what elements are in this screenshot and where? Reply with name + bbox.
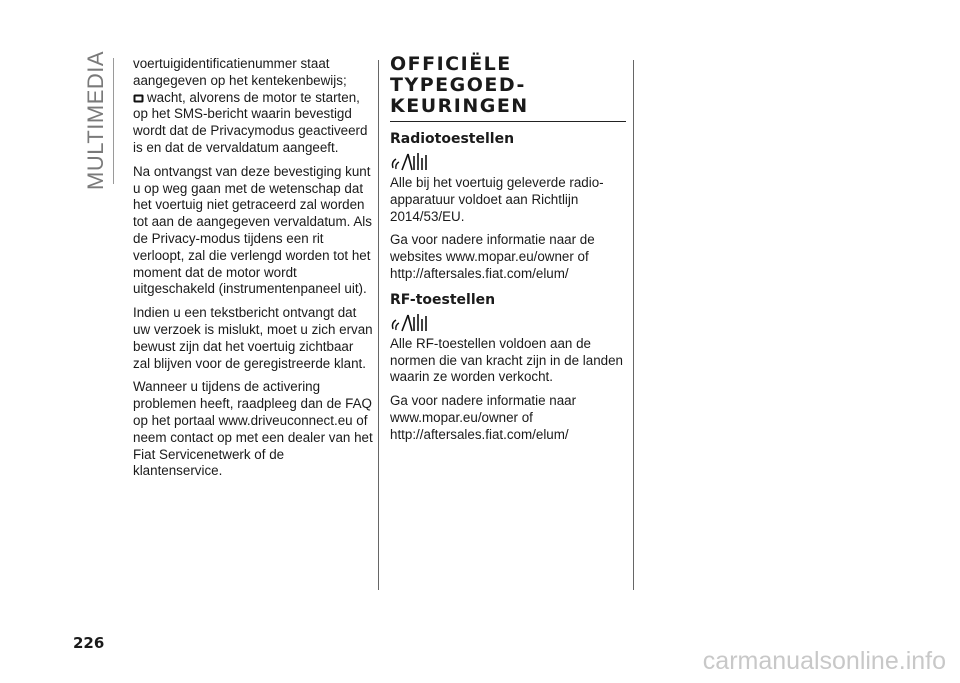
section-label-text: MULTIMEDIA [83, 50, 108, 190]
radio-equipment-icon [390, 311, 430, 333]
text-column-left [133, 56, 373, 487]
subheading-rf: RF-toestellen [390, 291, 496, 308]
paragraph-text: voertuigidentificatienummer staat aangegeven op het kentekenbewijs; [133, 56, 347, 88]
paragraph: Na ontvangst van deze bevestiging kunt u op weg gaan met de wetenschap dat het voertuig niet getraceerd zal worden tot aan de aangegeven vervaldatum. Als de Privacy-modus tijdens een rit verloopt, zal die verlengd worden tot het moment dat de motor wordt uitgeschakeld (instrumentenpaneel uit). [133, 163, 372, 297]
paragraph: Alle bij het voertuig geleverde radio-apparatuur voldoet aan Richtlijn 2014/53/EU. [390, 175, 604, 224]
paragraph [133, 56, 373, 157]
paragraph: Ga voor nadere informatie naar www.mopar.eu/owner of http://aftersales.fiat.com/elum/ [390, 393, 577, 442]
column-divider-left [378, 60, 379, 590]
section-label [83, 50, 107, 190]
heading-line: TYPEGOED- [390, 74, 526, 96]
paragraph: Indien u een tekstbericht ontvangt dat uw verzoek is mislukt, moet u zich ervan bewust zijn dat het voertuig zichtbaar zal blijven voor de geregistreerde klant. [133, 305, 373, 371]
heading-line: KEURINGEN [390, 95, 529, 117]
section-heading [390, 54, 626, 122]
watermark: carmanualsonline.info [702, 647, 946, 675]
paragraph: Ga voor nadere informatie naar de websites www.mopar.eu/owner of http://aftersales.fiat.com/elum/ [390, 232, 595, 281]
paragraph-text: wacht, alvorens de motor te starten, op het SMS-bericht waarin bevestigd wordt dat de Privacymodus geactiveerd is en dat de vervaldatum aangeeft. [133, 89, 368, 155]
subheading-radio: Radiotoestellen [390, 131, 515, 147]
text-column-right [390, 54, 626, 451]
phone-icon [133, 94, 144, 103]
heading-line: OFFICIËLE [390, 53, 512, 75]
page-number: 226 [73, 634, 105, 652]
radio-equipment-icon [390, 150, 430, 172]
paragraph: Alle RF-toestellen voldoen aan de normen die van kracht zijn in de landen waarin ze worden verkocht. [390, 335, 623, 385]
column-divider-right [633, 60, 634, 590]
paragraph: Wanneer u tijdens de activering problemen heeft, raadpleeg dan de FAQ op het portaal www.driveuconnect.eu of neem contact op met een dealer van het Fiat Servicenetwerk of de klantenservice. [133, 379, 373, 479]
section-divider [113, 58, 114, 184]
